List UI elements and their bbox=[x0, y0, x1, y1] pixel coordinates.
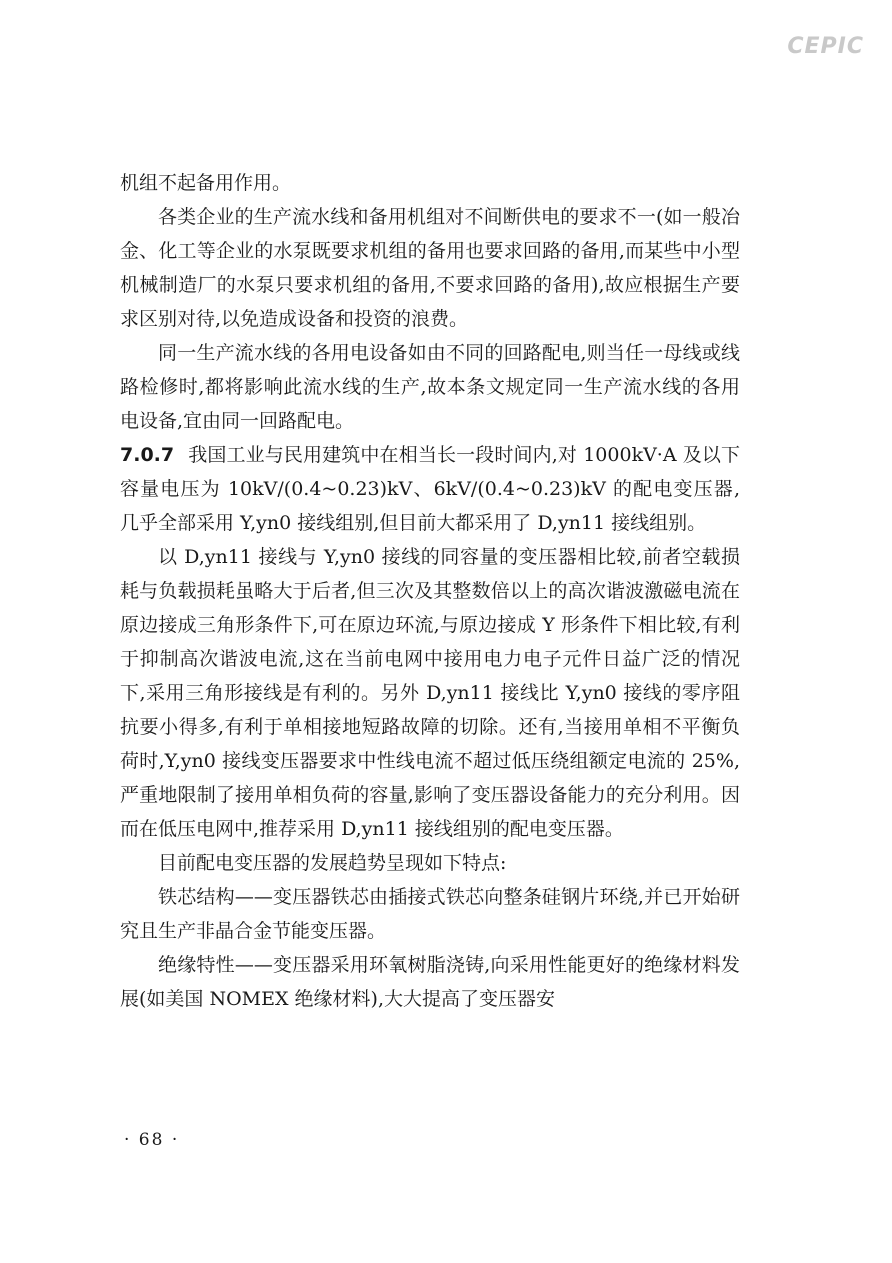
section-number: 7.0.7 bbox=[120, 444, 175, 466]
page-body bbox=[120, 166, 740, 1016]
paragraph-6: 铁芯结构——变压器铁芯由插接式铁芯向整条硅钢片环绕,并已开始研究且生产非晶合金节能变压器。 bbox=[120, 886, 740, 942]
paragraph-4: 以 D,yn11 接线与 Y,yn0 接线的同容量的变压器相比较,前者空载损耗与负载损耗虽略大于后者,但三次及其整数倍以上的高次谐波激磁电流在原边接成三角形条件下,可在原边环流,与原边接成 Y 形条件下相比较,有利于抑制高次谐波电流,这在当前电网中接用电力电子元件日益广泛的情况下,采用三角形接线是有利的。另外 D,yn11 接线比 Y,yn0 接线的零序阻抗要小得多,有利于单相接地短路故障的切除。还有,当接用单相不平衡负荷时,Y,yn0 接线变压器要求中性线电流不超过低压绕组额定电流的 25%,严重地限制了接用单相负荷的容量,影响了变压器设备能力的充分利用。因而在低压电网中,推荐采用 D,yn11 接线组别的配电变压器。 bbox=[120, 546, 740, 840]
paragraph-2: 各类企业的生产流水线和备用机组对不间断供电的要求不一(如一般冶金、化工等企业的水泵既要求机组的备用也要求回路的备用,而某些中小型机械制造厂的水泵只要求机组的备用,不要求回路的备用),故应根据生产要求区别对待,以免造成设备和投资的浪费。 bbox=[120, 206, 740, 330]
section-7-0-7 bbox=[120, 438, 740, 540]
paragraph-1: 机组不起备用作用。 bbox=[120, 172, 292, 194]
publisher-logo: CEPIC bbox=[787, 34, 864, 59]
paragraph-7: 绝缘特性——变压器采用环氧树脂浇铸,向采用性能更好的绝缘材料发展(如美国 NOMEX 绝缘材料),大大提高了变压器安 bbox=[120, 954, 740, 1010]
paragraph-5: 目前配电变压器的发展趋势呈现如下特点: bbox=[158, 852, 507, 874]
page-number: · 68 · bbox=[124, 1130, 180, 1150]
paragraph-3: 同一生产流水线的各用电设备如由不同的回路配电,则当任一母线或线路检修时,都将影响此流水线的生产,故本条文规定同一生产流水线的各用电设备,宜由同一回路配电。 bbox=[120, 342, 740, 432]
section-text: 我国工业与民用建筑中在相当长一段时间内,对 1000kV·A 及以下容量电压为 10kV/(0.4~0.23)kV、6kV/(0.4~0.23)kV 的配电变压器,几乎全部采用 Y,yn0 接线组别,但目前大都采用了 D,yn11 接线组别。 bbox=[120, 444, 740, 534]
